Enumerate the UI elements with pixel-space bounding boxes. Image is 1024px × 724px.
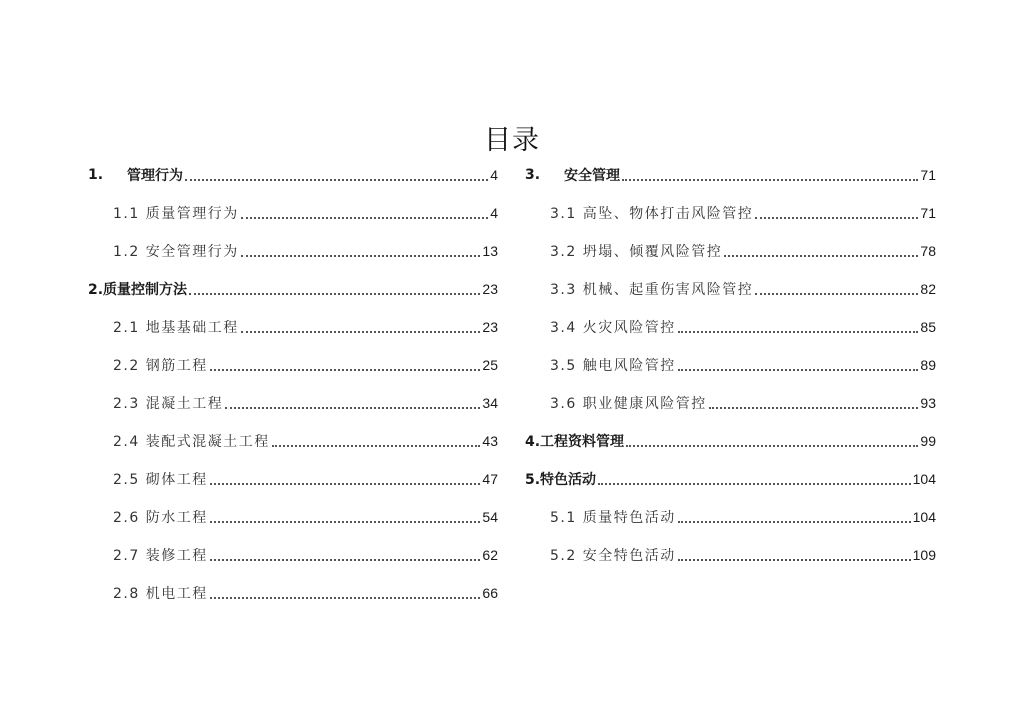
toc-entry-label: 2.质量控制方法 bbox=[88, 282, 188, 298]
toc-dot-leader bbox=[210, 483, 481, 485]
toc-entry[interactable] bbox=[88, 536, 498, 574]
toc-entry[interactable] bbox=[88, 270, 498, 308]
toc-dot-leader bbox=[598, 483, 911, 485]
toc-dot-leader bbox=[189, 293, 480, 295]
toc-entry-label: 2.7 装修工程 bbox=[113, 548, 208, 564]
toc-entry[interactable] bbox=[88, 460, 498, 498]
toc-entry[interactable] bbox=[88, 308, 498, 346]
toc-entry[interactable] bbox=[88, 232, 498, 270]
toc-entry-label: 2.6 防水工程 bbox=[113, 510, 208, 526]
toc-entry-label: 1.1 质量管理行为 bbox=[113, 206, 239, 222]
toc-page-number: 82 bbox=[920, 281, 936, 297]
toc-entry-label: 5.1 质量特色活动 bbox=[550, 510, 676, 526]
toc-entry-label: 3.1 高坠、物体打击风险管控 bbox=[550, 206, 754, 222]
toc-page-number: 4 bbox=[490, 205, 498, 221]
toc-entry[interactable] bbox=[525, 270, 936, 308]
toc-page-number: 62 bbox=[482, 547, 498, 563]
toc-entry-number: 1. bbox=[88, 167, 104, 183]
toc-entry[interactable] bbox=[525, 460, 936, 498]
toc-entry-label: 5.2 安全特色活动 bbox=[550, 548, 676, 564]
toc-entry-label: 3.4 火灾风险管控 bbox=[550, 320, 676, 336]
toc-page-number: 54 bbox=[482, 509, 498, 525]
toc-dot-leader bbox=[210, 369, 481, 371]
toc-dot-leader bbox=[678, 369, 919, 371]
toc-page-number: 66 bbox=[482, 585, 498, 601]
toc-entry-label: 2.2 钢筋工程 bbox=[113, 358, 208, 374]
toc-dot-leader bbox=[709, 407, 919, 409]
toc-entry[interactable] bbox=[525, 346, 936, 384]
toc-right-column bbox=[525, 156, 936, 574]
toc-entry-label: 2.3 混凝土工程 bbox=[113, 396, 224, 412]
toc-entry[interactable] bbox=[525, 384, 936, 422]
toc-page-number: 23 bbox=[482, 281, 498, 297]
toc-dot-leader bbox=[210, 597, 481, 599]
toc-page-number: 4 bbox=[490, 167, 498, 183]
page-title: 目录 bbox=[484, 125, 540, 156]
toc-entry[interactable] bbox=[88, 422, 498, 460]
toc-entry-label: 2.8 机电工程 bbox=[113, 586, 208, 602]
toc-entry[interactable] bbox=[88, 346, 498, 384]
toc-dot-leader bbox=[241, 217, 488, 219]
toc-entry[interactable] bbox=[88, 194, 498, 232]
toc-entry-label: 2.5 砌体工程 bbox=[113, 472, 208, 488]
toc-entry[interactable] bbox=[525, 156, 936, 194]
toc-entry[interactable] bbox=[525, 536, 936, 574]
toc-page-number: 104 bbox=[912, 509, 936, 525]
toc-entry-label: 4.工程资料管理 bbox=[525, 434, 625, 450]
toc-dot-leader bbox=[724, 255, 918, 257]
toc-entry-label: 管理行为 bbox=[127, 168, 183, 184]
toc-dot-leader bbox=[210, 559, 481, 561]
toc-dot-leader bbox=[241, 331, 481, 333]
toc-dot-leader bbox=[678, 331, 919, 333]
toc-dot-leader bbox=[755, 293, 918, 295]
toc-left-column bbox=[88, 156, 498, 612]
toc-entry[interactable] bbox=[525, 308, 936, 346]
toc-page-number: 71 bbox=[920, 205, 936, 221]
toc-dot-leader bbox=[210, 521, 481, 523]
toc-entry-label: 3.2 坍塌、倾覆风险管控 bbox=[550, 244, 723, 260]
toc-entry[interactable] bbox=[88, 574, 498, 612]
toc-page-number: 99 bbox=[920, 433, 936, 449]
toc-page-number: 13 bbox=[482, 243, 498, 259]
toc-entry[interactable] bbox=[525, 498, 936, 536]
toc-page-number: 93 bbox=[920, 395, 936, 411]
toc-dot-leader bbox=[272, 445, 481, 447]
toc-page-number: 47 bbox=[482, 471, 498, 487]
toc-dot-leader bbox=[185, 179, 488, 181]
toc-page-number: 78 bbox=[920, 243, 936, 259]
toc-entry[interactable] bbox=[88, 156, 498, 194]
toc-entry-number: 3. bbox=[525, 167, 541, 183]
toc-entry[interactable] bbox=[525, 422, 936, 460]
toc-entry-label: 2.4 装配式混凝土工程 bbox=[113, 434, 270, 450]
toc-entry[interactable] bbox=[88, 384, 498, 422]
toc-entry-label: 3.6 职业健康风险管控 bbox=[550, 396, 707, 412]
toc-entry[interactable] bbox=[525, 194, 936, 232]
toc-page-number: 85 bbox=[920, 319, 936, 335]
toc-entry-label: 5.特色活动 bbox=[525, 472, 597, 488]
toc-page-number: 109 bbox=[912, 547, 936, 563]
toc-dot-leader bbox=[622, 179, 918, 181]
toc-dot-leader bbox=[241, 255, 481, 257]
toc-page-number: 104 bbox=[912, 471, 936, 487]
toc-entry[interactable] bbox=[88, 498, 498, 536]
toc-dot-leader bbox=[678, 521, 911, 523]
toc-dot-leader bbox=[678, 559, 911, 561]
toc-entry-label: 3.5 触电风险管控 bbox=[550, 358, 676, 374]
toc-page-number: 89 bbox=[920, 357, 936, 373]
toc-page-number: 25 bbox=[482, 357, 498, 373]
toc-entry-label: 1.2 安全管理行为 bbox=[113, 244, 239, 260]
toc-page-number: 43 bbox=[482, 433, 498, 449]
toc-dot-leader bbox=[225, 407, 480, 409]
toc-dot-leader bbox=[755, 217, 918, 219]
toc-page-number: 71 bbox=[920, 167, 936, 183]
toc-entry[interactable] bbox=[525, 232, 936, 270]
toc-entry-label: 安全管理 bbox=[564, 168, 620, 184]
toc-dot-leader bbox=[626, 445, 918, 447]
toc-page-number: 34 bbox=[482, 395, 498, 411]
toc-entry-label: 2.1 地基基础工程 bbox=[113, 320, 239, 336]
toc-page-number: 23 bbox=[482, 319, 498, 335]
toc-entry-label: 3.3 机械、起重伤害风险管控 bbox=[550, 282, 754, 298]
